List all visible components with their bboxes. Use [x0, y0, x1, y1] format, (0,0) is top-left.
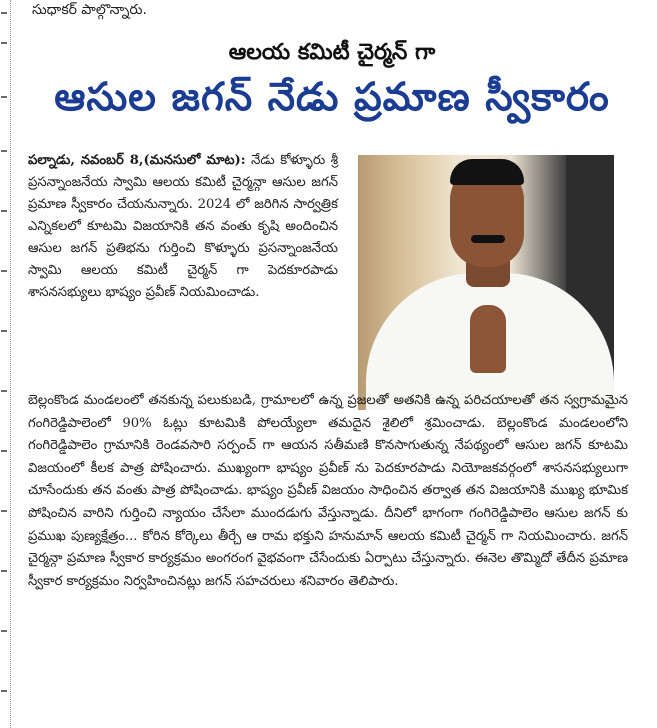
folded-hands: [470, 305, 506, 373]
page-edge-marks: [0, 0, 11, 728]
article-body: [28, 390, 628, 593]
kicker-heading: ఆలయ కమిటీ చైర్మన్ గా: [228, 40, 436, 65]
portrait-photo: [358, 155, 614, 410]
dateline: పల్నాడు, నవంబర్ 8,(మనసులో మాట):: [28, 153, 246, 168]
hair: [450, 159, 524, 185]
article-intro: [28, 150, 338, 304]
paragraph-2: బెల్లంకొండ మండలంలో తనకున్న పలుకుబడి, గ్రామాలలో ఉన్న ప్రజలతో అతనికి ఉన్న పరిచయాలతో తన స్వగ్రామమైన గంగిరెడ్డిపాలెంలో 90% ఓట్లు కూటమికి పోలయ్యేలా తమదైన శైలిలో శ్రమించాడు. బెల్లంకొండ మండలంలోని గంగిరెడ్డిపాలెం గ్రామానికి రెండవసారి సర్పంచ్ గా ఆయన సతీమణి కొనసాగుతున్న నేపథ్యంలో ఆసుల జగన్ కూటమి విజయంలో కీలక పాత్ర పోషించారు. ముఖ్యంగా భాష్యం ప్రవీణ్ ను పెదకూరపాడు నియోజకవర్గంలో శాసనసభ్యులుగా చూసేందుకు తన వంతు పాత్ర పోషించాడు. భాష్యం ప్రవీణ్ విజయం సాధించిన తర్వాత తన విజయానికి ముఖ్య భూమిక పోషించిన వారిని గుర్తించి న్యాయం చేసేలా ముందడుగు వేస్తున్నాడు. దీనిలో భాగంగా గంగిరెడ్డిపాలెం ఆసుల జగన్ కు ప్రముఖ పుణ్యక్షేత్రం... కోరిన కోర్కెలు తీర్చే ఆ రామ భక్తుని హనుమాన్ ఆలయ కమిటీ చైర్మన్ గా నియమించారు. జగన్ చైర్మన్గా ప్రమాణ స్వీకార కార్యక్రమం అంగరంగ వైభవంగా చేసేందుకు ఏర్పాటు చేస్తున్నారు. ఈనెల తొమ్మిదో తేదీన ప్రమాణ స్వీకార కార్యక్రమం నిర్వహించినట్లు జగన్ సహచరులు శనివారం తెలిపారు.: [28, 393, 628, 589]
intro-paragraph: [28, 150, 338, 304]
moustache: [471, 235, 505, 243]
news-clipping: [14, 0, 650, 728]
headline: ఆసుల జగన్ నేడు ప్రమాణ స్వీకారం: [54, 75, 610, 120]
paragraph-1: నేడు కోళ్ళూరు శ్రీ ప్రసన్నాంజనేయ స్వామి ఆలయ కమిటీ చైర్మన్గా ఆసుల జగన్ ప్రమాణ స్వీకారం చేయనున్నారు. 2024 లో జరిగిన సార్వత్రిక ఎన్నికలలో కూటమి విజయానికి తన వంతు కృషి అందించిన ఆసుల జగన్ ప్రతిభను గుర్తించి కొళ్ళూరు ప్రసన్నాంజనేయ స్వామి ఆలయ కమిటీ చైర్మన్ గా పెదకూరపాడు శాసనసభ్యులు భాష్యం ప్రవీణ్ నియమించాడు.: [28, 153, 338, 300]
previous-article-fragment: సుధాకర్ పాల్గొన్నారు.: [32, 2, 147, 18]
